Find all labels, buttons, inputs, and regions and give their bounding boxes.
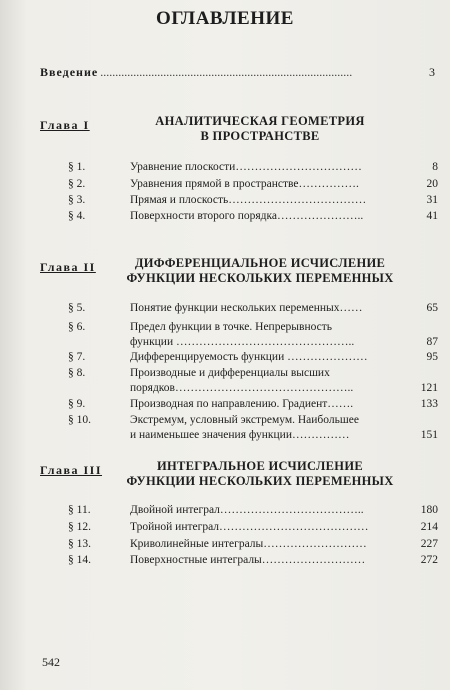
section-title: Тройной интеграл………………………………… [130,521,369,533]
section-title: Дифференцируемость функции ………………… [130,351,368,363]
section-page: 121 [420,382,438,394]
introduction-label: Введение [40,65,99,79]
chapter-title [110,459,410,489]
section-title: Поверхностные интегралы……………………… [130,554,366,566]
section-title: Понятие функции нескольких переменных…… [130,302,363,314]
section-number: § 14. [68,554,91,566]
page-title: ОГЛАВЛЕНИЕ [156,8,294,29]
section-page: 95 [426,351,438,363]
section-title: функции ……………………………………….. [130,336,355,348]
section-title: и наименьшее значения функции…………… [130,429,350,441]
section-page: 8 [432,161,438,173]
section-page: 227 [420,538,438,550]
section-number: § 11. [68,504,91,516]
section-title: Прямая и плоскость……………………………… [130,194,367,206]
section-number: § 8. [68,367,86,379]
leader-dots: .................................................................................... [100,65,353,79]
chapter-title-line: ДИФФЕРЕНЦИАЛЬНОЕ ИСЧИСЛЕНИЕ [134,256,386,270]
page-number: 542 [42,655,60,669]
chapter-label: Глава III [40,463,103,477]
section-number: § 6. [68,321,86,333]
section-number: § 5. [68,302,86,314]
section-page: 133 [420,398,438,410]
section-page: 41 [426,210,438,222]
section-title: Экстремум, условный экстремум. Наибольшее [130,414,359,426]
section-number: § 13. [68,538,91,550]
section-title: Криволинейные интегралы……………………… [130,538,367,550]
chapter-title-line: ИНТЕГРАЛЬНОЕ ИСЧИСЛЕНИЕ [156,459,363,473]
section-page: 20 [426,178,438,190]
section-number: § 12. [68,521,91,533]
section-page: 87 [426,336,438,348]
toc-entry-introduction [40,65,435,80]
introduction-page: 3 [429,65,435,79]
chapter-label: Глава II [40,260,96,274]
section-title: порядков……………………………………….. [130,382,354,394]
chapter-title [110,256,410,286]
section-title: Уравнение плоскости…………………………… [130,161,362,173]
section-title: Уравнения прямой в пространстве……………. [130,178,359,190]
section-page: 65 [426,302,438,314]
section-title: Производные и дифференциалы высших [130,367,330,379]
section-title: Двойной интеграл……………………………….. [130,504,364,516]
section-title: Поверхности второго порядка………………….. [130,210,364,222]
section-page: 272 [420,554,438,566]
chapter-title-line: ФУНКЦИИ НЕСКОЛЬКИХ ПЕРЕМЕННЫХ [126,474,394,488]
section-page: 31 [426,194,438,206]
section-number: § 10. [68,414,91,426]
section-number: § 3. [68,194,86,206]
chapter-title-line: ФУНКЦИИ НЕСКОЛЬКИХ ПЕРЕМЕННЫХ [126,271,394,285]
section-page: 214 [420,521,438,533]
section-number: § 7. [68,351,86,363]
section-title: Производная по направлению. Градиент……. [130,398,354,410]
section-title: Предел функции в точке. Непрерывность [130,321,333,333]
section-number: § 1. [68,161,86,173]
chapter-title-line: АНАЛИТИЧЕСКАЯ ГЕОМЕТРИЯ [155,114,365,128]
section-page: 180 [420,504,438,516]
section-number: § 9. [68,398,86,410]
section-page: 151 [420,429,438,441]
section-number: § 4. [68,210,86,222]
chapter-title [110,114,410,144]
chapter-title-line: В ПРОСТРАНСТВЕ [200,129,320,143]
chapter-label: Глава I [40,118,90,132]
section-number: § 2. [68,178,86,190]
